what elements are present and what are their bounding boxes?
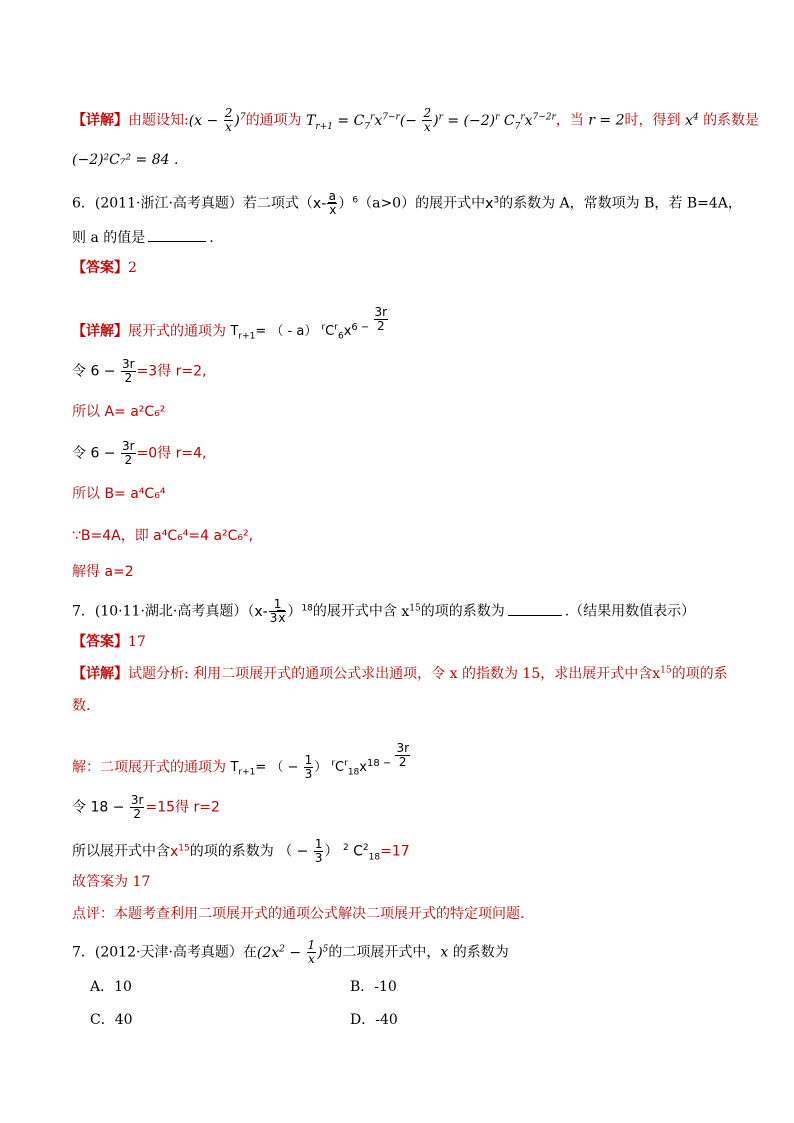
answer-blank <box>508 603 562 616</box>
option-a[interactable]: A．10 <box>90 979 132 995</box>
q7b-stem: 7．(2012·天津·高考真题）在($2x^2$ − $\frac{1}{x}$ )$^5$的二项展开式中，x 的系数为 <box>72 938 509 966</box>
q6-step-1: 令 6 − $\frac{3r}{2}$ =3得 r=2, <box>72 357 207 385</box>
q7a-detail-2: 数. <box>72 698 91 714</box>
q6-detail-1: 【详解】展开式的通项为 $T_{r+1}=$ （ - a） $^rC^r_6x^{6 - \frac{3r}{2}}$ <box>72 305 388 342</box>
option-b[interactable]: B．-10 <box>350 979 397 995</box>
q6-answer: 【答案】2 <box>72 260 137 276</box>
q7a-solution: 解：二项展开式的通项为 $T_{r+1}=$ （ − $\frac{1}{3}$ ） $^rC^r_{18}x^{18 - \frac{3r}{2}}$ <box>72 741 410 782</box>
q7a-answer: 【答案】17 <box>72 634 146 650</box>
option-c[interactable]: C．40 <box>90 1012 133 1028</box>
q6-stem-2: 则 a 的值是 . <box>72 230 214 246</box>
q7a-binom: （x- $\frac{1}{3x}$ ）$^{18}$ <box>247 597 313 625</box>
q7a-comment: 点评：本题考查利用二项展开式的通项公式解决二项展开式的特定项问题. <box>72 906 525 922</box>
q7a-detail-1: 【详解】试题分析: 利用二项展开式的通项公式求出通项，令 x 的指数为 15，求出展开式中含$x^{15}$的项的系 <box>72 665 728 682</box>
q7a-general-term: $T_{r+1}=$ （ − $\frac{1}{3}$ ） $^rC^r_{18}x^{18 - \frac{3r}{2}}$ <box>230 741 410 782</box>
q6-step-5: ∵B=4A，即 a⁴C₆⁴=4 a²C₆², <box>72 528 254 544</box>
q6-stem: 6．(2011·浙江·高考真题）若二项式（x- $\frac{a}{x}$ ）$^6$（a>0）的展开式中$x^3$的系数为 A，常数项为 B，若 B=4A， <box>72 189 742 217</box>
q6-step-4: 所以 B= a⁴C₆⁴ <box>72 486 166 502</box>
detail-line-2: (−2)²C₇² = 84 . <box>72 152 179 168</box>
q7a-step-2: 所以展开式中含$x^{15}$的项的系数为 （ − $\frac{1}{3}$ ） $^2$ $C^2_{18}=17$ <box>72 837 410 865</box>
formula-binom: (x − $\frac{2}{x}$ )$^7$ <box>188 106 246 134</box>
formula-general-term: $T_{r+1} = C_7^rx^{7-r}(-$ $\frac{2}{x}$ )$^r = (-2)^r$ $C_7^rx^{7-2r}$ <box>306 106 556 134</box>
q7a-step-3: 故答案为 17 <box>72 874 151 890</box>
q7a-stem: 7．(10·11·湖北·高考真题）（x- $\frac{1}{3x}$ ）$^{18}$的展开式中含 $x^{15}$的项的系数为 .（结果用数值表示） <box>72 597 696 625</box>
detail-tag: 【详解】 <box>72 112 128 129</box>
q6-binom: x- $\frac{a}{x}$ ）$^6$ <box>312 189 359 217</box>
answer-blank <box>148 229 206 242</box>
q6-step-3: 令 6 − $\frac{3r}{2}$ =0得 r=4, <box>72 439 207 467</box>
option-d[interactable]: D．-40 <box>350 1012 398 1028</box>
detail-line-1: 【详解】由题设知:(x − $\frac{2}{x}$ )$^7$的通项为 $T_{r+1} = C_7^rx^{7-r}(-$ $\frac{2}{x}$ )$^r = (-2)^r$ $C_7^rx^{7-2r}$，当 r = 2时，得到 $x^4$ 的系数是 <box>72 106 760 134</box>
q6-general-term: $T_{r+1}=$ （ - a） $^rC^r_6x^{6 - \frac{3r}{2}}$ <box>230 305 388 342</box>
q7a-step-1: 令 18 − $\frac{3r}{2}$ =15得 r=2 <box>72 793 220 821</box>
q6-step-2: 所以 A= a²C₆² <box>72 404 166 420</box>
q7b-binom: ($2x^2$ − $\frac{1}{x}$ )$^5$ <box>256 938 329 966</box>
q6-step-6: 解得 a=2 <box>72 564 134 580</box>
